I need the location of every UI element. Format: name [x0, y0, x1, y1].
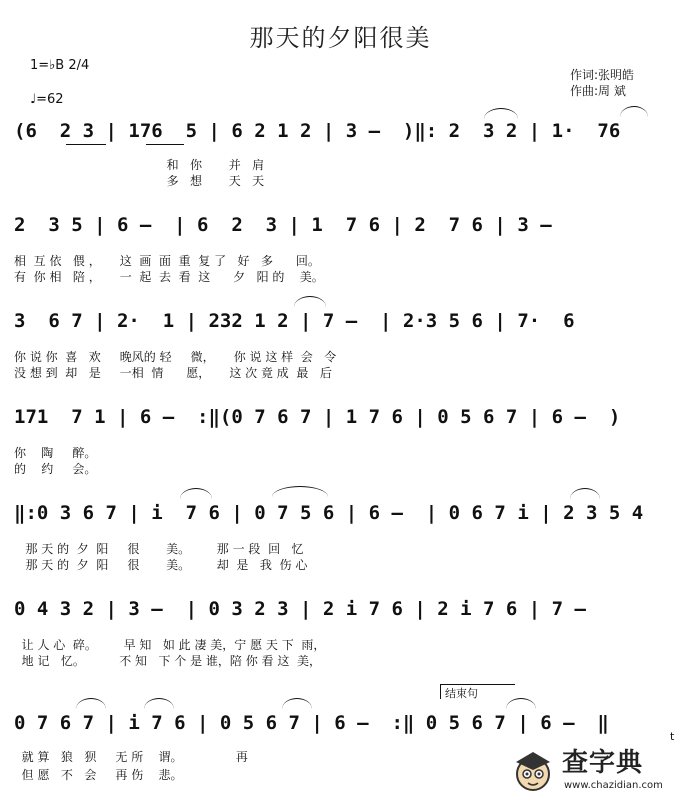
lyrics-row-1-verse-1: 和 你 并 肩 — [14, 158, 265, 172]
staff-row-5 — [14, 494, 664, 534]
lyrics-row-6-verse-2: 地 记 忆。 不 知 下 个 是 谁，陪 你 看 这 美， — [14, 654, 321, 668]
edge-character: t — [670, 730, 675, 743]
lyrics-row-2-verse-1: 相 互 依 偎 ， 这 画 面 重 复 了 好 多 回。 — [14, 254, 320, 268]
ending-bracket: 结束句 — [440, 684, 515, 699]
lyrics-row-4-verse-1: 你 陶 醉。 — [14, 446, 97, 460]
slur — [180, 488, 212, 499]
staff-row-3 — [14, 302, 664, 342]
slur — [506, 698, 536, 709]
lyrics-row-1-verse-2: 多 想 天 天 — [14, 174, 265, 188]
lyrics-row-7-verse-1: 就 算 狼 狈 无 所 谓。 再 — [14, 750, 248, 764]
notes-row-4: 171 7 1 | 6 — :‖(0 7 6 7 | 1 7 6 | 0 5 6 7 | 6 — ) — [14, 406, 621, 428]
lyrics-row-3-verse-2: 没 想 到 却 是 一相 情 愿， 这 次 竟 成 最 后 — [14, 366, 332, 380]
lyrics-row-6-verse-1: 让 人 心 碎。 早 知 如 此 凄 美，宁 愿 天 下 雨， — [14, 638, 326, 652]
lyrics-row-3-verse-1: 你 说 你 喜 欢 晚风的 轻 微， 你 说 这 样 会 令 — [14, 350, 337, 364]
lyrics-row-2-verse-2: 有 你 相 陪 ， 一 起 去 看 这 夕 阳 的 美。 — [14, 270, 324, 284]
notes-row-1: (6 2 3 | 176 5 | 6 2 1 2 | 3 — )‖: 2 3 2 | 1· 76 — [14, 120, 621, 142]
slur — [570, 488, 600, 499]
slur — [620, 106, 648, 117]
slur — [272, 486, 328, 497]
key-signature: 1=♭B 2/4 — [30, 58, 90, 73]
composer-credit: 作曲:周 斌 — [570, 84, 626, 98]
song-title: 那天的夕阳很美 — [249, 24, 432, 52]
beam — [66, 144, 106, 145]
tempo-mark: ♩=62 — [30, 92, 64, 107]
staff-row-6 — [14, 590, 664, 630]
lyrics-row-4-verse-2: 的 约 会。 — [14, 462, 97, 476]
lyricist-credit: 作词:张明皓 — [570, 68, 635, 82]
staff-row-4 — [14, 398, 664, 438]
notes-row-7: 0 7 6 7 | i 7 6 | 0 5 6 7 | 6 — :‖ 0 5 6 7 | 6 — ‖ — [14, 712, 609, 734]
slur — [484, 108, 518, 119]
notes-row-3: 3 6 7 | 2· 1 | 232 1 2 | 7 — | 2·3 5 6 | 7· 6 — [14, 310, 575, 332]
lyrics-row-5-verse-2: 那 天 的 夕 阳 很 美。 却 是 我 伤 心 — [14, 558, 308, 572]
mascot-logo-icon — [510, 746, 556, 796]
notes-row-6: 0 4 3 2 | 3 — | 0 3 2 3 | 2 i 7 6 | 2 i 7 6 | 7 — — [14, 598, 586, 620]
staff-row-1 — [14, 112, 664, 152]
slur — [294, 296, 326, 307]
slur — [144, 698, 174, 709]
notes-row-5: ‖:0 3 6 7 | i 7 6 | 0 7 5 6 | 6 — | 0 6 7 i | 2 3 5 4 — [14, 502, 644, 524]
beam — [146, 144, 184, 145]
watermark-brand: 查字典 — [562, 748, 644, 778]
notes-row-2: 2 3 5 | 6 — | 6 2 3 | 1 7 6 | 2 7 6 | 3 — — [14, 214, 552, 236]
slur — [76, 698, 106, 709]
watermark-url: www.chazidian.com — [564, 780, 663, 791]
staff-row-2 — [14, 206, 664, 246]
watermark — [510, 742, 678, 802]
lyrics-row-5-verse-1: 那 天 的 夕 阳 很 美。 那 一 段 回 忆 — [14, 542, 304, 556]
staff-row-7 — [14, 704, 664, 744]
lyrics-row-7-verse-2: 但 愿 不 会 再 伤 悲。 — [14, 768, 183, 782]
slur — [282, 698, 312, 709]
